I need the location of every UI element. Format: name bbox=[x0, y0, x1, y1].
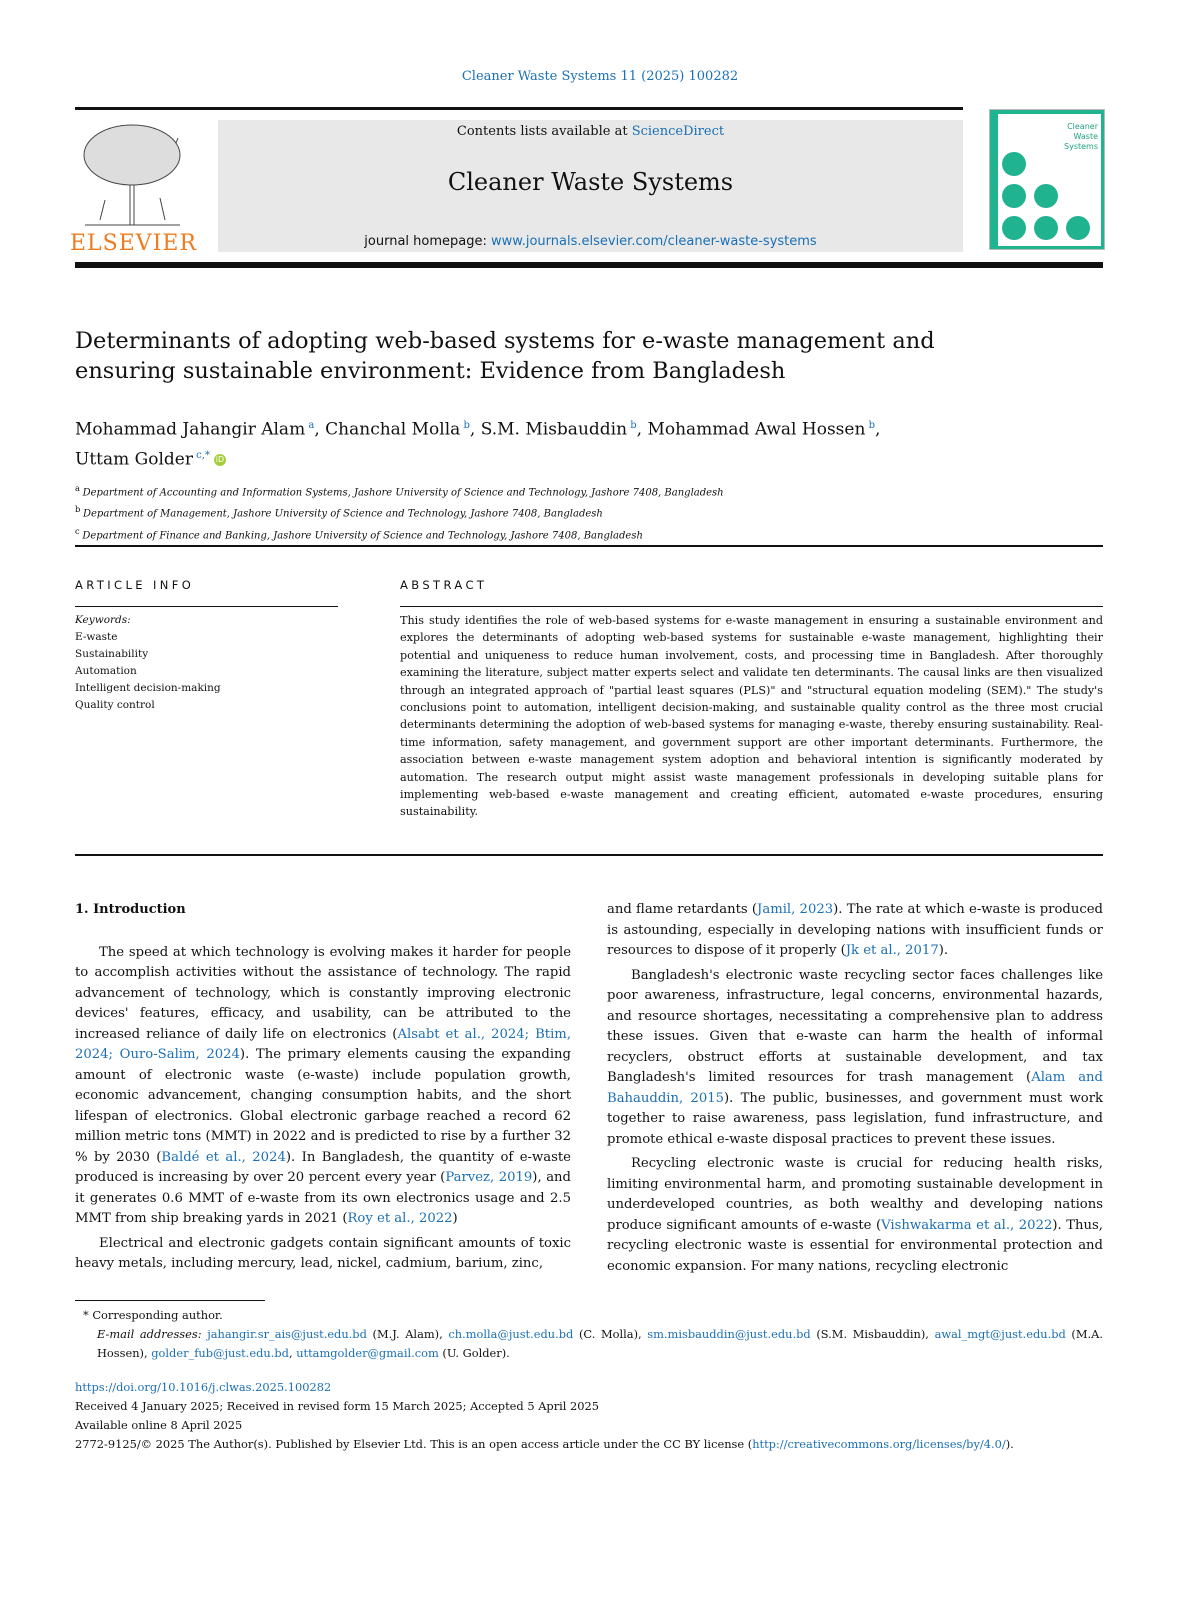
author-separator: , bbox=[469, 419, 481, 440]
cover-dot bbox=[1034, 216, 1058, 240]
text-run: Electrical and electronic gadgets contain significant amounts of toxic heavy metals, including mercury, lead, nickel, cadmium, barium, zinc, bbox=[75, 1235, 571, 1271]
author-separator: , bbox=[636, 419, 648, 440]
keyword: Quality control bbox=[75, 699, 155, 711]
text-run: ). bbox=[1005, 1437, 1014, 1451]
footnote-rule bbox=[75, 1300, 265, 1301]
author-affiliation-marker[interactable]: c,* bbox=[192, 449, 210, 461]
citation-link[interactable]: Alam and Bahauddin, 2015 bbox=[607, 1070, 1103, 1106]
author-affiliation-marker[interactable]: b bbox=[865, 420, 875, 431]
homepage-prefix: journal homepage: bbox=[364, 234, 492, 249]
citation-link[interactable]: uttamgolder@gmail.com bbox=[296, 1346, 439, 1360]
footnotes bbox=[75, 1306, 1103, 1363]
affiliation bbox=[75, 480, 1075, 501]
text-run: ). In Bangladesh, the quantity of e-waste produced is increasing by over 20 percent every year ( bbox=[75, 1149, 571, 1185]
available-online: Available online 8 April 2025 bbox=[75, 1418, 243, 1432]
affiliation-text: Department of Finance and Banking, Jashore University of Science and Technology, Jashore 7408, Bangladesh bbox=[82, 529, 643, 541]
text-run: ). bbox=[938, 943, 949, 958]
citation-link[interactable]: sm.misbauddin@just.edu.bd bbox=[647, 1327, 811, 1341]
contents-prefix: Contents lists available at bbox=[456, 124, 632, 139]
keywords-label: Keywords: bbox=[75, 614, 131, 626]
cover-title: Cleaner Waste Systems bbox=[1064, 122, 1098, 151]
citation-link[interactable]: Jamil, 2023 bbox=[757, 902, 834, 917]
keywords-block bbox=[75, 612, 221, 714]
header-top-rule bbox=[75, 107, 963, 110]
citation-link[interactable]: Roy et al., 2022 bbox=[347, 1211, 453, 1226]
author-separator: , bbox=[314, 419, 326, 440]
affiliation-marker: c bbox=[75, 525, 83, 536]
orcid-icon[interactable]: iD bbox=[215, 454, 225, 464]
affiliation bbox=[75, 501, 1075, 522]
author-affiliation-marker[interactable]: a bbox=[305, 420, 315, 431]
affiliation-marker: b bbox=[75, 504, 83, 515]
affiliation-text: Department of Management, Jashore University of Science and Technology, Jashore 7408, Bangladesh bbox=[82, 508, 603, 520]
abstract-bottom-rule bbox=[75, 854, 1103, 856]
keyword: E-waste bbox=[75, 631, 118, 643]
body-column-left bbox=[75, 900, 571, 1279]
text-run: ). The primary elements causing the expanding amount of electronic waste (e-waste) include population growth, economic advancement, changing consumption habits, and the short lifespan of electronics. Global electronic garbage reached a record 62 million metric tons (MMT) in 2022 and is predicted to rise by a further 32 % by 2030 ( bbox=[75, 1047, 571, 1165]
cover-inner bbox=[998, 114, 1101, 246]
affiliation-marker: a bbox=[75, 483, 83, 493]
text-run: ) bbox=[452, 1211, 458, 1226]
text-run: ), and it generates 0.6 MMT of e-waste from its own electronics usage and 2.5 MMT from ship breaking yards in 2021 ( bbox=[75, 1170, 571, 1226]
text-run: ). The public, businesses, and government must work together to raise awareness, pass legislation, fund infrastructure, and promote ethical e-waste disposal practices to prevent these issues. bbox=[607, 1090, 1103, 1147]
text-run: (C. Molla), bbox=[573, 1327, 648, 1341]
author-name: Chanchal Molla bbox=[325, 419, 461, 440]
cover-dot bbox=[1002, 184, 1026, 208]
text-run: (S.M. Misbauddin), bbox=[810, 1327, 935, 1341]
citation-link[interactable]: http://creativecommons.org/licenses/by/4.0/ bbox=[752, 1437, 1006, 1451]
sciencedirect-link[interactable]: ScienceDirect bbox=[631, 124, 725, 139]
author-list bbox=[75, 413, 1095, 472]
doi-link[interactable]: https://doi.org/10.1016/j.clwas.2025.100282 bbox=[75, 1380, 332, 1394]
cover-dot bbox=[1034, 184, 1058, 208]
article-info-rule bbox=[75, 606, 338, 607]
journal-cover-thumbnail[interactable] bbox=[989, 109, 1105, 250]
affiliation-rule bbox=[75, 545, 1103, 547]
text-run: ). The rate at which e-waste is produced is astounding, especially in developing nations with insufficient funds or resources to dispose of it properly ( bbox=[607, 902, 1103, 958]
author-affiliation-marker[interactable]: b bbox=[460, 420, 470, 431]
cover-dot bbox=[1002, 216, 1026, 240]
citation-link[interactable]: jahangir.sr_ais@just.edu.bd bbox=[207, 1327, 367, 1341]
article-info-heading: ARTICLE INFO bbox=[75, 578, 195, 592]
citation-link[interactable]: golder_fub@just.edu.bd bbox=[151, 1346, 289, 1360]
received-dates: Received 4 January 2025; Received in revised form 15 March 2025; Accepted 5 April 2025 bbox=[75, 1399, 600, 1413]
text-run: The speed at which technology is evolving makes it harder for people to accomplish activities without the assistance of technology. The rapid advancement of technology, which is constantly improving electronic devices' features, efficacy, and usability, can be attributed to the increased reliance of daily life on electronics ( bbox=[75, 944, 571, 1042]
license-line bbox=[75, 1435, 1115, 1454]
text-run: and flame retardants ( bbox=[607, 902, 758, 917]
citation-link[interactable]: Baldé et al., 2024 bbox=[161, 1149, 286, 1165]
header-bottom-rule bbox=[75, 262, 1103, 268]
author-name: S.M. Misbauddin bbox=[480, 419, 628, 440]
email-addresses bbox=[75, 1325, 1103, 1363]
citation-link[interactable]: Alsabt et al., 2024; Btim, 2024; Ouro-Salim, 2024 bbox=[75, 1026, 572, 1062]
homepage-link[interactable]: www.journals.elsevier.com/cleaner-waste-systems bbox=[491, 234, 817, 249]
author-name: Uttam Golder bbox=[75, 449, 193, 470]
journal-homepage bbox=[218, 234, 963, 249]
text-run: E-mail addresses: bbox=[97, 1327, 208, 1341]
cover-dot bbox=[1002, 152, 1026, 176]
text-run: (U. Golder). bbox=[438, 1346, 510, 1360]
citation-link[interactable]: Vishwakarma et al., 2022 bbox=[881, 1217, 1053, 1233]
text-run: (M.J. Alam), bbox=[366, 1327, 449, 1341]
article-metadata bbox=[75, 1378, 1115, 1454]
text-run: , bbox=[288, 1346, 297, 1360]
affiliation bbox=[75, 523, 1075, 544]
citation-link[interactable]: ch.molla@just.edu.bd bbox=[448, 1327, 574, 1341]
article-title: Determinants of adopting web-based systems for e-waste management and ensuring sustainable environment: Evidence from Bangladesh bbox=[75, 328, 935, 384]
paragraph bbox=[607, 1154, 1103, 1277]
paragraph bbox=[607, 966, 1103, 1151]
citation-link[interactable]: Jk et al., 2017 bbox=[845, 943, 939, 958]
section-heading-introduction: 1. Introduction bbox=[75, 902, 186, 917]
paragraph bbox=[75, 943, 571, 1230]
text-run: 2772-9125/© 2025 The Author(s). Published by Elsevier Ltd. This is an open access article under the CC BY license ( bbox=[75, 1437, 753, 1451]
abstract-heading: ABSTRACT bbox=[400, 578, 488, 592]
abstract-rule bbox=[400, 606, 1103, 607]
journal-citation[interactable]: Cleaner Waste Systems 11 (2025) 100282 bbox=[461, 69, 739, 84]
journal-name: Cleaner Waste Systems bbox=[447, 168, 734, 196]
elsevier-wordmark: ELSEVIER bbox=[70, 231, 198, 256]
contents-line bbox=[218, 124, 963, 139]
paragraph bbox=[75, 1234, 571, 1275]
keyword: Intelligent decision-making bbox=[75, 682, 221, 694]
text-run: Bangladesh's electronic waste recycling sector faces challenges like poor awareness, infrastructure, legal concerns, environmental hazards, and resource shortages, necessitating a comprehensive plan to address these issues. Given that e-waste can harm the health of informal recyclers, obstruct efforts at sustainable development, and tax Bangladesh's limited resources for trash management ( bbox=[607, 967, 1103, 1085]
text-run: Recycling electronic waste is crucial for reducing health risks, limiting environmental harm, and promoting sustainable development in underdeveloped countries, as both wealthy and developing nations produce significant amounts of e-waste ( bbox=[607, 1156, 1103, 1233]
text-run: ). Thus, recycling electronic waste is essential for environmental protection and economic expansion. For many nations, recycling electronic bbox=[607, 1217, 1103, 1274]
paragraph-continued bbox=[607, 900, 1103, 962]
citation-link[interactable]: Parvez, 2019 bbox=[445, 1170, 533, 1185]
keyword: Sustainability bbox=[75, 648, 149, 660]
affiliation-text: Department of Accounting and Information Systems, Jashore University of Science and Technology, Jashore 7408, Bangladesh bbox=[82, 487, 724, 499]
body-column-right bbox=[607, 900, 1103, 1281]
corresponding-author-note: * Corresponding author. bbox=[83, 1308, 223, 1322]
author-separator: , bbox=[875, 419, 881, 440]
cover-dot bbox=[1066, 216, 1090, 240]
author-name: Mohammad Awal Hossen bbox=[647, 419, 866, 440]
affiliation-list bbox=[75, 480, 1075, 544]
citation-link[interactable]: awal_mgt@just.edu.bd bbox=[934, 1327, 1066, 1341]
author-name: Mohammad Jahangir Alam bbox=[75, 419, 306, 440]
text-run: (M.A. Hossen), bbox=[97, 1327, 1103, 1360]
author-affiliation-marker[interactable]: b bbox=[627, 420, 637, 431]
keyword: Automation bbox=[75, 665, 137, 677]
abstract-text: This study identifies the role of web-based systems for e-waste management in ensuring a sustainable environment and explores the determinants of adopting web-based systems for sustainable e-waste management, highlighting their potential and uniqueness to reduce human involvement, costs, and processing time in Bangladesh. After thoroughly examining the literature, subject matter experts select and validate ten determinants. The causal links are then visualized through an integrated approach of "partial least squares (PLS)" and "structural equation modeling (SEM)." The study's conclusions point to automation, intelligent decision-making, and sustainable quality control as the three most crucial determinants determining the adoption of web-based systems for managing e-waste, thereby ensuring sustainability. Real-time information, safety management, and government support are other important determinants. Furthermore, the association between e-waste management system adoption and behavioral intention is significantly moderated by automation. The research output might assist waste management professionals in developing suitable plans for implementing web-based e-waste management and creating efficient, automated e-waste procedures, ensuring sustainability. bbox=[400, 614, 1103, 819]
